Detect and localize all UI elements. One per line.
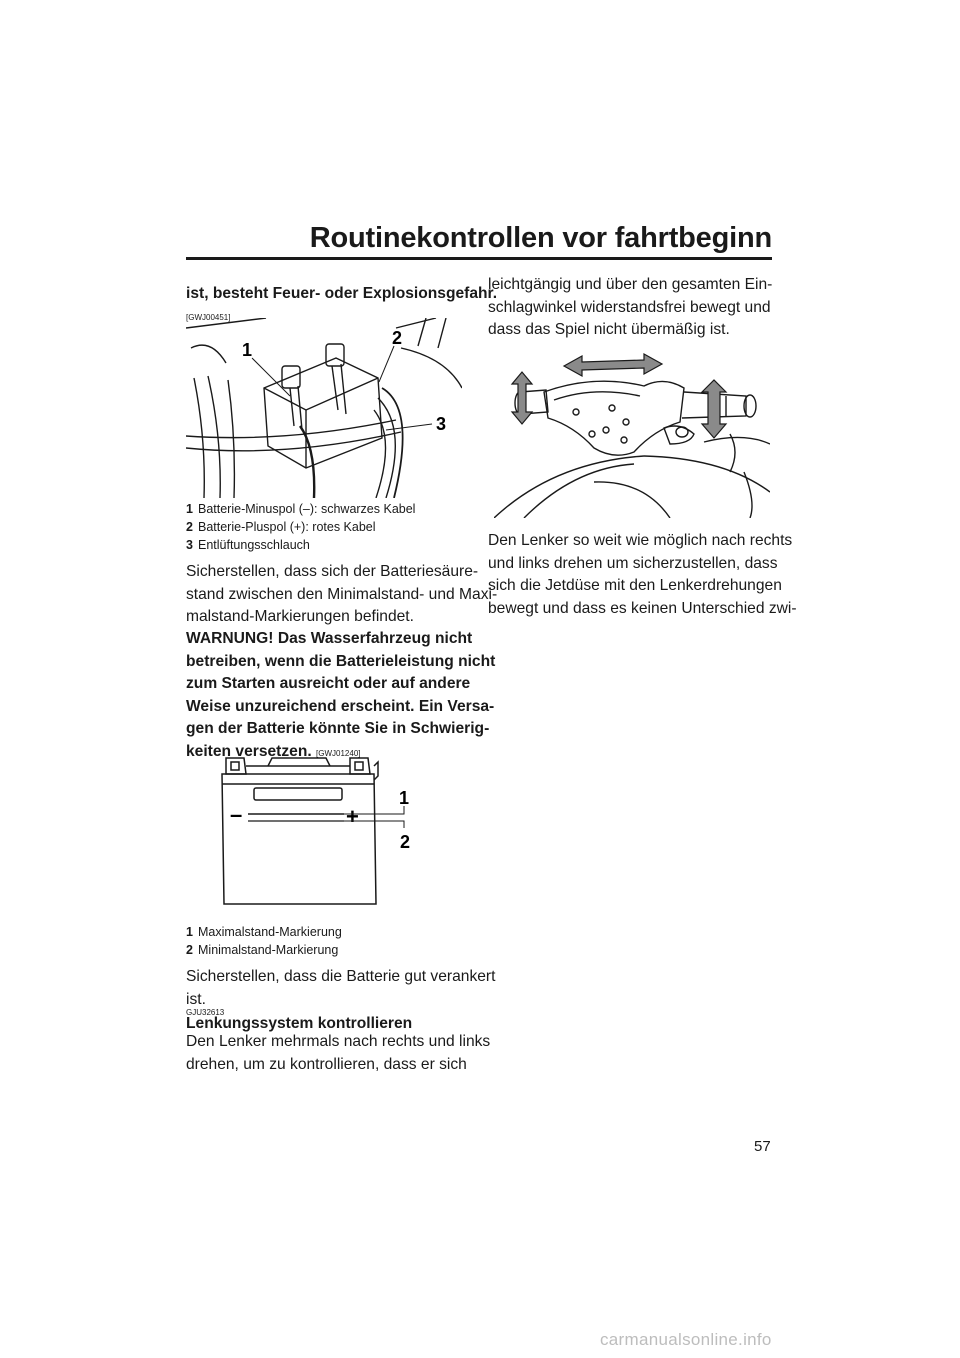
- battery-acid-paragraph: Sicherstellen, dass sich der Batteriesäure- stand zwischen den Minimalstand- und Maxi- malstand-Markierungen befindet.: [186, 563, 498, 625]
- section-code: GJU32613: [186, 1008, 225, 1017]
- fig2-callout-1: 1: [399, 788, 410, 808]
- handlebar-figure: [494, 352, 770, 518]
- steering-paragraph-start: Den Lenker mehrmals nach rechts und links drehen, um zu kontrollieren, dass er sich: [186, 1033, 491, 1073]
- intro-warning-text: ist, besteht Feuer- oder Explosionsgefahr.: [186, 285, 498, 302]
- page-title: Routinekontrollen vor fahrtbeginn: [309, 222, 772, 254]
- jet-nozzle-paragraph: Den Lenker so weit wie möglich nach rechts und links drehen um sicherzustellen, dass sich die Jetdüse mit den Lenkerdrehungen bewegt und dass es keinen Unterschied zwi-: [488, 532, 797, 617]
- caption-item: 2 Minimalstand-Markierung: [186, 943, 339, 957]
- warning-code-2: [GWJ01240]: [316, 748, 361, 758]
- fig2-callout-2: 2: [400, 832, 411, 852]
- title-rule: [186, 257, 772, 260]
- fig1-callout-2: 2: [392, 328, 403, 348]
- battery-cables-figure: [186, 318, 462, 498]
- fig2-caption-list: [186, 923, 342, 959]
- caption-item: 2 Batterie-Pluspol (+): rotes Kabel: [186, 520, 376, 534]
- battery-secured-paragraph: Sicherstellen, dass die Batterie gut verankert ist.: [186, 968, 496, 1008]
- fig1-caption-list: [186, 500, 415, 554]
- fig1-callout-3: 3: [436, 414, 447, 434]
- battery-warning: WARNUNG! Das Wasserfahrzeug nicht betreiben, wenn die Batterieleistung nicht zum Starten ausreicht oder auf andere Weise unzureichend erscheint. Ein Versa- gen der Batterie könnte Sie in Schwierig- keiten versetzen. [GWJ01240]: [186, 630, 496, 760]
- section-heading: Lenkungssystem kontrollieren: [186, 1015, 413, 1032]
- battery-level-figure: [216, 752, 416, 912]
- fig1-callout-1: 1: [242, 340, 253, 360]
- steering-paragraph-cont: leichtgängig und über den gesamten Ein- schlagwinkel widerstandsfrei bewegt und dass das Spiel nicht übermäßig ist.: [488, 276, 773, 338]
- warning-code-1: [GWJ00451]: [186, 313, 231, 322]
- caption-item: 1 Maximalstand-Markierung: [186, 925, 342, 939]
- watermark: carmanualsonline.info: [600, 1330, 772, 1349]
- caption-item: 1 Batterie-Minuspol (–): schwarzes Kabel: [186, 502, 416, 516]
- fig2-plus-symbol: +: [346, 804, 359, 829]
- caption-item: 3 Entlüftungsschlauch: [186, 538, 310, 552]
- page-number: 57: [754, 1138, 771, 1155]
- fig2-minus-symbol: –: [230, 802, 243, 827]
